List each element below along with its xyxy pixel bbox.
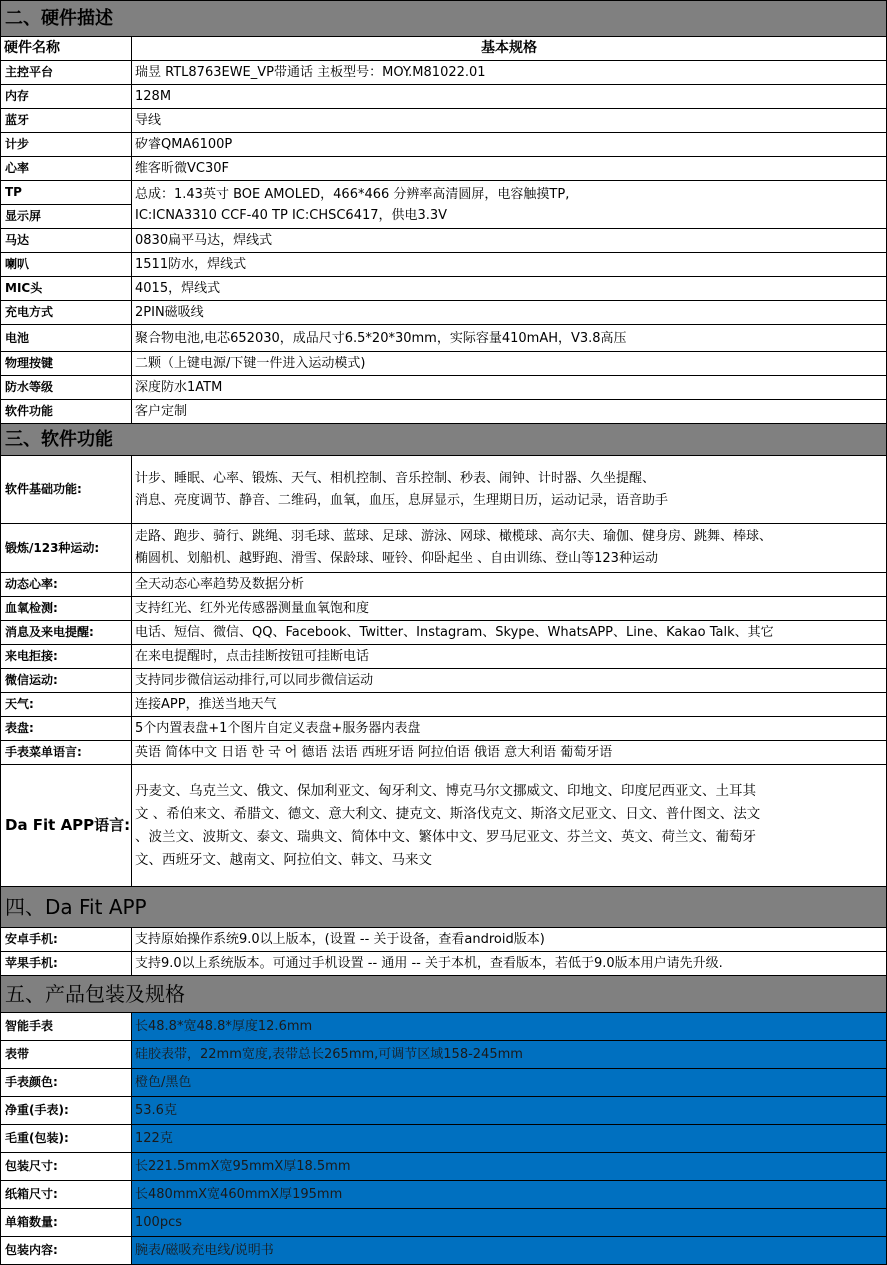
table-row-basic-functions: [1, 456, 887, 524]
row-value: 长480mmX宽460mmX厚195mm: [132, 1181, 887, 1209]
table-row: [1, 1013, 887, 1041]
row-value: 聚合物电池,电芯652030，成品尺寸6.5*20*30mm，实际容量410mAH，V3.8高压: [132, 325, 887, 352]
table-row: [1, 277, 887, 301]
table-row-sports: [1, 524, 887, 573]
row-label: 主控平台: [1, 61, 132, 85]
row-label: 软件功能: [1, 400, 132, 424]
app-section-row: [1, 887, 887, 928]
table-row: [1, 1097, 887, 1125]
table-row: [1, 352, 887, 376]
row-label: 血氧检测:: [1, 597, 132, 621]
row-label: 苹果手机:: [1, 952, 132, 976]
row-value: 矽睿QMA6100P: [132, 133, 887, 157]
row-value: 122克: [132, 1125, 887, 1153]
row-label: 喇叭: [1, 253, 132, 277]
row-label: 安卓手机:: [1, 928, 132, 952]
row-value: 连接APP，推送当地天气: [132, 693, 887, 717]
row-value: 硅胶表带，22mm宽度,表带总长265mm,可调节区域158-245mm: [132, 1041, 887, 1069]
row-label: 物理按键: [1, 352, 132, 376]
row-value: 1511防水，焊线式: [132, 253, 887, 277]
row-label: 充电方式: [1, 301, 132, 325]
header-hardware-name: 硬件名称: [1, 37, 132, 61]
hardware-header-row: [1, 37, 887, 61]
app-lang-line-2: 文 、希伯来文、希腊文、德文、意大利文、捷克文、斯洛伐克文、斯洛文尼亚文、日文、普什图文、法文: [135, 805, 761, 822]
row-label: 包装尺寸:: [1, 1153, 132, 1181]
table-row: [1, 85, 887, 109]
table-row: [1, 1237, 887, 1265]
row-label: 内存: [1, 85, 132, 109]
table-row-app-languages: [1, 765, 887, 887]
row-value: 0830扁平马达，焊线式: [132, 229, 887, 253]
row-label: 纸箱尺寸:: [1, 1181, 132, 1209]
table-row: [1, 253, 887, 277]
row-value: 电话、短信、微信、QQ、Facebook、Twitter、Instagram、Skype、WhatsAPP、Line、Kakao Talk、其它: [132, 621, 887, 645]
row-value: 100pcs: [132, 1209, 887, 1237]
table-row: [1, 1041, 887, 1069]
row-label: 心率: [1, 157, 132, 181]
table-row: [1, 325, 887, 352]
row-value: 长221.5mmX宽95mmX厚18.5mm: [132, 1153, 887, 1181]
row-label: 软件基础功能:: [1, 456, 132, 524]
row-value: 长48.8*宽48.8*厚度12.6mm: [132, 1013, 887, 1041]
row-label: 马达: [1, 229, 132, 253]
table-row: [1, 741, 887, 765]
table-row: [1, 621, 887, 645]
table-row: [1, 693, 887, 717]
row-label: 锻炼/123种运动:: [1, 524, 132, 573]
row-value: 53.6克: [132, 1097, 887, 1125]
row-value: 支持同步微信运动排行,可以同步微信运动: [132, 669, 887, 693]
row-label: 手表颜色:: [1, 1069, 132, 1097]
row-label: 天气:: [1, 693, 132, 717]
table-row: [1, 928, 887, 952]
row-label: 蓝牙: [1, 109, 132, 133]
row-value: 腕表/磁吸充电线/说明书: [132, 1237, 887, 1265]
row-label: 微信运动:: [1, 669, 132, 693]
section-title-app: 四、Da Fit APP: [1, 887, 887, 928]
table-row: [1, 1209, 887, 1237]
basic-line-2: 消息、亮度调节、静音、二维码，血氧，血压，息屏显示，生理期日历，运动记录，语音助手: [135, 492, 669, 508]
table-row: [1, 645, 887, 669]
row-label: 动态心率:: [1, 573, 132, 597]
row-value: 在来电提醒时，点击挂断按钮可挂断电话: [132, 645, 887, 669]
table-row: [1, 1125, 887, 1153]
table-row: [1, 1181, 887, 1209]
packaging-section-row: [1, 976, 887, 1013]
row-value-basic-functions: [132, 456, 887, 524]
row-label: 电池: [1, 325, 132, 352]
row-value: 橙色/黑色: [132, 1069, 887, 1097]
app-lang-line-3: 、波兰文、波斯文、泰文、瑞典文、简体中文、繁体中文、罗马尼亚文、芬兰文、英文、荷兰文、葡萄牙: [135, 828, 756, 845]
row-value-sports: [132, 524, 887, 573]
table-row: [1, 229, 887, 253]
row-label: 单箱数量:: [1, 1209, 132, 1237]
app-lang-line-4: 文、西班牙文、越南文、阿拉伯文、韩文、马来文: [135, 851, 432, 868]
section-title-software: 三、软件功能: [1, 424, 887, 456]
row-label: 计步: [1, 133, 132, 157]
row-value: 4015，焊线式: [132, 277, 887, 301]
table-row: [1, 1069, 887, 1097]
row-label-display: 显示屏: [1, 205, 132, 229]
row-label: MIC头: [1, 277, 132, 301]
row-label-app-languages: Da Fit APP语言:: [1, 765, 132, 887]
table-row: [1, 376, 887, 400]
row-value: 客户定制: [132, 400, 887, 424]
row-value: 128M: [132, 85, 887, 109]
row-label-tp: TP: [1, 181, 132, 205]
display-line-2: IC:ICNA3310 CCF-40 TP IC:CHSC6417，供电3.3V: [135, 207, 448, 223]
table-row: [1, 400, 887, 424]
table-row: [1, 157, 887, 181]
table-row: [1, 597, 887, 621]
row-value: 维客昕微VC30F: [132, 157, 887, 181]
table-row: [1, 301, 887, 325]
table-row: [1, 952, 887, 976]
section-title-packaging: 五、产品包装及规格: [1, 976, 887, 1013]
row-value: 全天动态心率趋势及数据分析: [132, 573, 887, 597]
table-row: [1, 573, 887, 597]
row-value: 英语 简体中文 日语 한 국 어 德语 法语 西班牙语 阿拉伯语 俄语 意大利语 葡萄牙语: [132, 741, 887, 765]
row-value: 深度防水1ATM: [132, 376, 887, 400]
table-row: [1, 133, 887, 157]
row-value: 瑞昱 RTL8763EWE_VP带通话 主板型号：MOY.M81022.01: [132, 61, 887, 85]
table-row: [1, 669, 887, 693]
row-label: 手表菜单语言:: [1, 741, 132, 765]
table-row: [1, 109, 887, 133]
row-value-display: [132, 181, 887, 229]
row-value: 2PIN磁吸线: [132, 301, 887, 325]
section-title-hardware: 二、硬件描述: [1, 1, 887, 37]
row-value: 支持原始操作系统9.0以上版本，(设置 -- 关于设备，查看android版本): [132, 928, 887, 952]
header-basic-spec: 基本规格: [132, 37, 887, 61]
row-label: 智能手表: [1, 1013, 132, 1041]
row-value: 5个内置表盘+1个图片自定义表盘+服务器内表盘: [132, 717, 887, 741]
hardware-section-row: [1, 1, 887, 37]
row-label: 净重(手表):: [1, 1097, 132, 1125]
row-label: 包装内容:: [1, 1237, 132, 1265]
table-row: [1, 61, 887, 85]
row-label: 毛重(包装):: [1, 1125, 132, 1153]
row-value: 导线: [132, 109, 887, 133]
row-label: 来电拒接:: [1, 645, 132, 669]
table-row: [1, 1153, 887, 1181]
row-label: 防水等级: [1, 376, 132, 400]
row-label: 表盘:: [1, 717, 132, 741]
sport-line-1: 走路、跑步、骑行、跳绳、羽毛球、蓝球、足球、游泳、网球、橄榄球、高尔夫、瑜伽、健身房、跳舞、棒球、: [135, 529, 773, 544]
row-value: 二颗（上键电源/下键一件进入运动模式): [132, 352, 887, 376]
table-row-tp: [1, 181, 887, 205]
table-row: [1, 717, 887, 741]
row-label: 消息及来电提醒:: [1, 621, 132, 645]
row-value-app-languages: [132, 765, 887, 887]
row-value: 支持红光、红外光传感器测量血氧饱和度: [132, 597, 887, 621]
display-line-1: 总成：1.43英寸 BOE AMOLED，466*466 分辨率高清圆屏，电容触摸TP,: [135, 186, 570, 202]
basic-line-1: 计步、睡眠、心率、锻炼、天气、相机控制、音乐控制、秒表、闹钟、计时器、久坐提醒、: [135, 470, 656, 486]
sport-line-2: 椭圆机、划船机、越野跑、滑雪、保龄球、哑铃、仰卧起坐 、自由训练、登山等123种运动: [135, 551, 658, 566]
app-lang-line-1: 丹麦文、乌克兰文、俄文、保加利亚文、匈牙利文、博克马尔文挪威文、印地文、印度尼西亚文、土耳其: [135, 782, 756, 799]
software-section-row: [1, 424, 887, 456]
row-label: 表带: [1, 1041, 132, 1069]
row-value: 支持9.0以上系统版本。可通过手机设置 -- 通用 -- 关于本机，查看版本，若低于9.0版本用户请先升级.: [132, 952, 887, 976]
